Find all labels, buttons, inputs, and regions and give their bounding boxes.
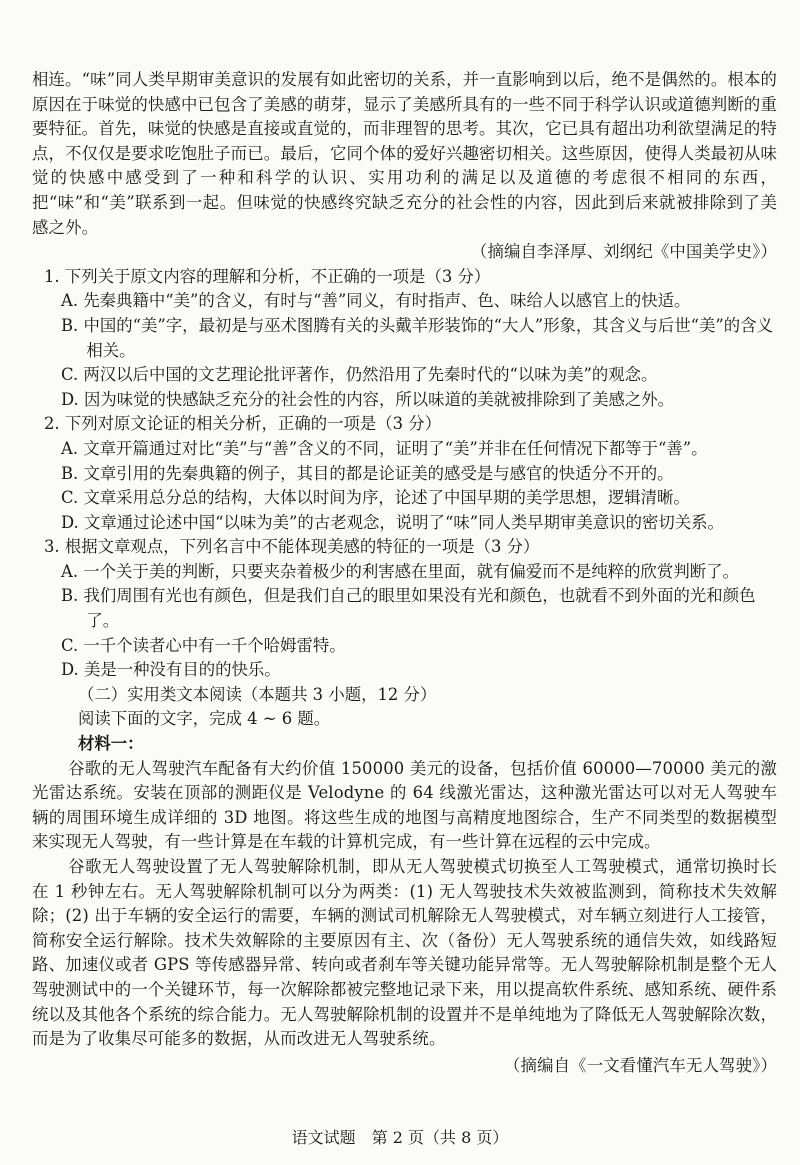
option-a: A. 文章开篇通过对比“美”与“善”含义的不同，证明了“美”并非在任何情况下都等于“善”。 <box>61 438 708 458</box>
question-1 <box>32 265 777 413</box>
option-b: B. 中国的“美”字，最初是与巫术图腾有关的头戴羊形装饰的“大人”形象，其含义与后世“美”的含义相关。 <box>61 315 773 360</box>
option-d: D. 因为味觉的快感缺乏充分的社会性的内容，所以味道的美就被排除到了美感之外。 <box>61 389 675 409</box>
question-stem: 1. 下列关于原文内容的理解和分析，不正确的一项是（3 分） <box>44 266 491 286</box>
passage-source: （摘编自李泽厚、刘纲纪《中国美学史》） <box>470 242 777 262</box>
question-3 <box>32 535 777 683</box>
material-paragraph: 谷歌无人驾驶设置了无人驾驶解除机制，即从无人驾驶模式切换至人工驾驶模式，通常切换时长在 1 秒钟左右。无人驾驶解除机制可以分为两类：(1) 无人驾驶技术失效被监测到，简称技术失效解除；(2) 出于车辆的安全运行的需要，车辆的测试司机解除无人驾驶模式，对车辆立刻进行人工接管，简称安全运行解除。技术失效解除的主要原因有主、次（备份）无人驾驶系统的通信失效，如线路短路、加速仪或者 GPS 等传感器异常、转向或者刹车等关键功能异常等。无人驾驶解除机制是整个无人驾驶测试中的一个关键环节，每一次解除都被完整地记录下来，用以提高软件系统、感知系统、硬件系统以及其他各个系统的综合能力。无人驾驶解除机制的设置并不是单纯地为了降低无人驾驶解除次数，而是为了收集尽可能多的数据，从而改进无人驾驶系统。 <box>32 857 777 1049</box>
option-b: B. 文章引用的先秦典籍的例子，其目的都是论证美的感受是与感官的快适分不开的。 <box>61 463 674 483</box>
question-2 <box>32 412 777 535</box>
material-label: 材料一： <box>78 734 144 754</box>
material-paragraph: 谷歌的无人驾驶汽车配备有大约价值 150000 美元的设备，包括价值 60000—70000 美元的激光雷达系统。安装在顶部的测距仪是 Velodyne 的 64 线激光雷达，这种激光雷达可以对无人驾驶车辆的周围环境生成详细的 3D 地图。将这些生成的地图与高精度地图综合，生产不同类型的数据模型来实现无人驾驶，有一些计算是在车载的计算机完成，有一些计算在远程的云中完成。 <box>32 758 777 852</box>
question-stem: 3. 根据文章观点，下列名言中不能体现美感的特征的一项是（3 分） <box>44 537 540 557</box>
option-b: B. 我们周围有光也有颜色，但是我们自己的眼里如果没有光和颜色，也就看不到外面的光和颜色了。 <box>61 586 756 631</box>
option-c: C. 一千个读者心中有一千个哈姆雷特。 <box>61 635 346 655</box>
passage-paragraph: 相连。“味”同人类早期审美意识的发展有如此密切的关系，并一直影响到以后，绝不是偶然的。根本的原因在于味觉的快感中已包含了美感的萌芽，显示了美感所具有的一些不同于科学认识或道德判断的重要特征。首先，味觉的快感是直接或直觉的，而非理智的思考。其次，它已具有超出功利欲望满足的特点，不仅仅是要求吃饱肚子而已。最后，它同个体的爱好兴趣密切相关。这些原因，使得人类最初从味觉的快感中感受到了一种和科学的认识、实用功利的满足以及道德的考虑很不相同的东西，把“味”和“美”联系到一起。但味觉的快感终究缺乏充分的社会性的内容，因此到后来就被排除到了美感之外。 <box>32 70 777 237</box>
material-source: （摘编自《一文看懂汽车无人驾驶》） <box>504 1055 777 1075</box>
option-d: D. 美是一种没有目的的快乐。 <box>61 660 281 680</box>
option-c: C. 文章采用总分总的结构，大体以时间为序，论述了中国早期的美学思想，逻辑清晰。 <box>61 488 690 508</box>
option-a: A. 先秦典籍中“美”的含义，有时与“善”同义，有时指声、色、味给人以感官上的快适。 <box>61 291 691 311</box>
option-d: D. 文章通过论述中国“以味为美”的古老观念，说明了“味”同人类早期审美意识的密切关系。 <box>61 512 724 532</box>
page-footer: 语文试题 第 2 页（共 8 页） <box>291 1128 509 1147</box>
page-content <box>32 68 777 1078</box>
option-c: C. 两汉以后中国的文艺理论批评著作，仍然沿用了先秦时代的“以味为美”的观念。 <box>61 365 658 385</box>
question-stem: 2. 下列对原文论证的相关分析，正确的一项是（3 分） <box>44 414 442 434</box>
option-a: A. 一个关于美的判断，只要夹杂着极少的利害感在里面，就有偏爱而不是纯粹的欣赏判断了。 <box>61 561 739 581</box>
section-instruction: 阅读下面的文字，完成 4 ~ 6 题。 <box>78 709 331 729</box>
section-title: （二）实用类文本阅读（本题共 3 小题，12 分） <box>78 684 437 704</box>
